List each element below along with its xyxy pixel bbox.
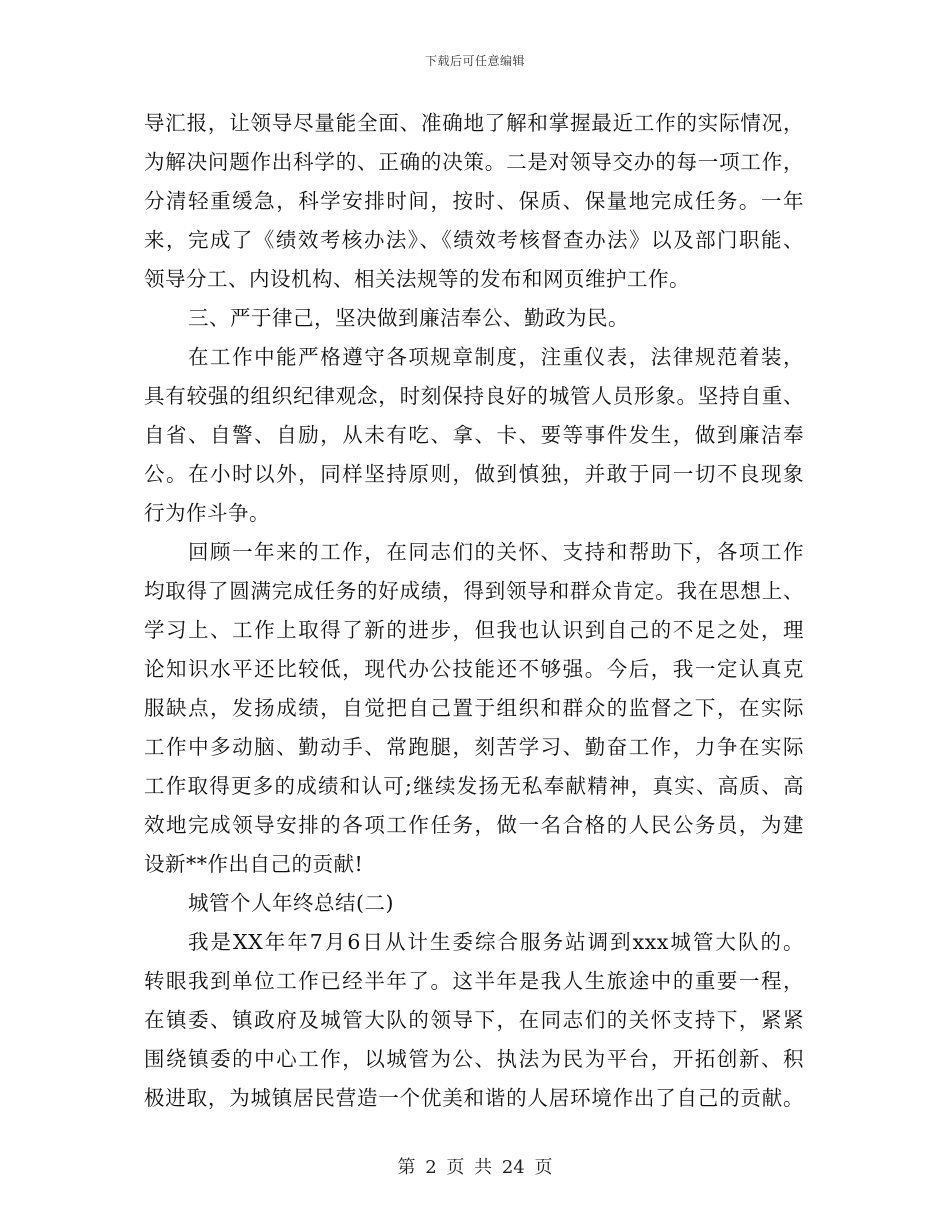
text-line: 学习上、工作上取得了新的进步，但我也认识到自己的不足之处，理 [144, 618, 804, 642]
text-line: 效地完成领导安排的各项工作任务，做一名合格的人民公务员，为建 [144, 813, 804, 837]
text-line: 工作取得更多的成绩和认可;继续发扬无私奉献精神，真实、高质、高 [144, 774, 804, 798]
text-line: 均取得了圆满完成任务的好成绩，得到领导和群众肯定。我在思想上、 [144, 579, 804, 603]
text-line: 设新**作出自己的贡献! [144, 852, 364, 876]
text-line: 围绕镇委的中心工作，以城管为公、执法为民为平台，开拓创新、积 [144, 1047, 804, 1071]
text-line: 我是XX年年7月6日从计生委综合服务站调到xxx城管大队的。 [188, 930, 804, 954]
section-title: 城管个人年终总结(二) [188, 891, 394, 915]
text-line: 具有较强的组织纪律观念，时刻保持良好的城管人员形象。坚持自重、 [144, 384, 804, 408]
text-line: 服缺点，发扬成绩，自觉把自己置于组织和群众的监督之下，在实际 [144, 696, 804, 720]
text-line: 工作中多动脑、勤动手、常跑腿，刻苦学习、勤奋工作，力争在实际 [144, 735, 804, 759]
text-line: 在镇委、镇政府及城管大队的领导下，在同志们的关怀支持下，紧紧 [144, 1008, 804, 1032]
text-line: 导汇报，让领导尽量能全面、准确地了解和掌握最近工作的实际情况， [144, 111, 804, 135]
page-header: 下载后可任意编辑 [424, 54, 525, 68]
text-line: 论知识水平还比较低，现代办公技能还不够强。今后，我一定认真克 [144, 657, 804, 681]
text-line: 公。在小时以外，同样坚持原则，做到慎独，并敢于同一切不良现象 [144, 462, 804, 486]
text-line: 行为作斗争。 [144, 501, 270, 525]
page-number: 第 2 页 共 24 页 [397, 1157, 553, 1178]
document-body [144, 104, 804, 1118]
text-line: 为解决问题作出科学的、正确的决策。二是对领导交办的每一项工作， [144, 150, 804, 174]
text-line: 极进取，为城镇居民营造一个优美和谐的人居环境作出了自己的贡献。 [144, 1086, 804, 1110]
section-heading: 三、严于律己，坚决做到廉洁奉公、勤政为民。 [188, 306, 629, 330]
text-line: 来，完成了《绩效考核办法》、《绩效考核督查办法》以及部门职能、 [144, 228, 804, 252]
text-line: 转眼我到单位工作已经半年了。这半年是我人生旅途中的重要一程， [144, 969, 804, 993]
text-line: 分清轻重缓急，科学安排时间，按时、保质、保量地完成任务。一年 [144, 189, 804, 213]
text-line: 领导分工、内设机构、相关法规等的发布和网页维护工作。 [144, 267, 690, 291]
text-line: 回顾一年来的工作，在同志们的关怀、支持和帮助下，各项工作 [188, 540, 804, 564]
text-line: 在工作中能严格遵守各项规章制度，注重仪表，法律规范着装， [188, 345, 804, 369]
text-line: 自省、自警、自励，从未有吃、拿、卡、要等事件发生，做到廉洁奉 [144, 423, 804, 447]
